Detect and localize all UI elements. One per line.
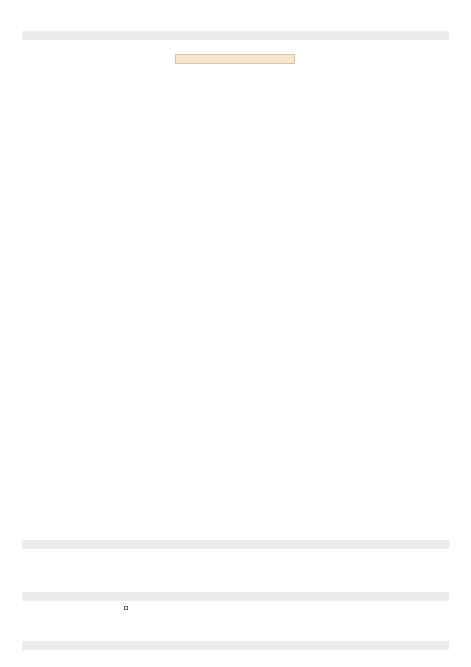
section-mailing-address bbox=[22, 592, 449, 601]
section-representative bbox=[22, 641, 449, 650]
section-applicant-data bbox=[22, 31, 449, 40]
opten-import-button[interactable] bbox=[175, 54, 295, 64]
same-address-checkbox[interactable] bbox=[124, 606, 131, 610]
section-seat bbox=[22, 540, 449, 549]
